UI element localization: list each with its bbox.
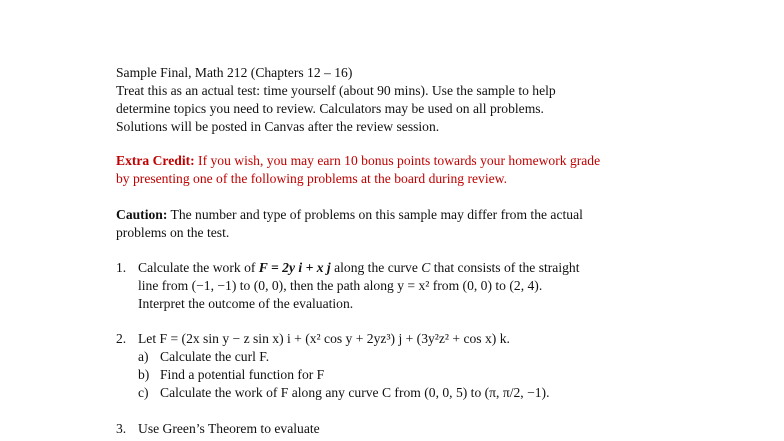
extra-credit-line-1: If you wish, you may earn 10 bonus points towards your homework grade (194, 153, 601, 168)
problem-1-text-a: Calculate the work of (138, 260, 259, 275)
problem-1-text-d: that consists of the straight (430, 260, 580, 275)
header-line-1: Treat this as an actual test: time yourself (about 90 mins). Use the sample to help (116, 83, 556, 98)
caution-line-2: problems on the test. (116, 225, 230, 240)
part-label: c) (138, 385, 149, 400)
extra-credit-label: Extra Credit: (116, 153, 195, 168)
part-text: Find a potential function for F (160, 367, 325, 382)
header-block (116, 64, 716, 136)
problem-2-part-b (138, 366, 549, 384)
part-label: a) (138, 349, 149, 364)
problem-1-line-2: line from (−1, −1) to (0, 0), then the path along y = x² from (0, 0) to (2, 4). (138, 278, 543, 293)
header-line-3: Solutions will be posted in Canvas after the review session. (116, 119, 440, 134)
problem-1-number: 1. (116, 260, 127, 275)
problem-3-line-1: Use Green’s Theorem to evaluate (138, 421, 320, 436)
caution-block (116, 206, 716, 242)
caution-line-1: The number and type of problems on this sample may differ from the actual (167, 207, 583, 222)
part-text: Calculate the work of F along any curve C from (0, 0, 5) to (π, π/2, −1). (160, 385, 550, 400)
problem-2-part-c (138, 384, 549, 402)
extra-credit-block (116, 152, 716, 188)
header-line-2: determine topics you need to review. Calculators may be used on all problems. (116, 101, 544, 116)
problem-1 (116, 259, 716, 315)
problem-3-number: 3. (116, 421, 127, 436)
document-title: Sample Final, Math 212 (Chapters 12 – 16) (116, 65, 353, 80)
problem-1-vector-field: F = 2y i + x j (258, 260, 331, 275)
problem-1-text-b: along the curve (330, 260, 422, 275)
problem-2-line-1: Let F = (2x sin y − z sin x) i + (x² cos y + 2yz³) j + (3y²z² + cos x) k. (138, 331, 510, 346)
problem-1-line-3: Interpret the outcome of the evaluation. (138, 296, 354, 311)
problem-1-curve-symbol: C (421, 260, 431, 275)
caution-label: Caution: (116, 207, 168, 222)
part-text: Calculate the curl F. (160, 349, 270, 364)
part-label: b) (138, 367, 150, 382)
problem-2-number: 2. (116, 331, 127, 346)
problem-2-part-a (138, 348, 549, 366)
problem-3 (116, 420, 716, 440)
extra-credit-line-2: by presenting one of the following problems at the board during review. (116, 171, 507, 186)
problem-2 (116, 330, 716, 404)
